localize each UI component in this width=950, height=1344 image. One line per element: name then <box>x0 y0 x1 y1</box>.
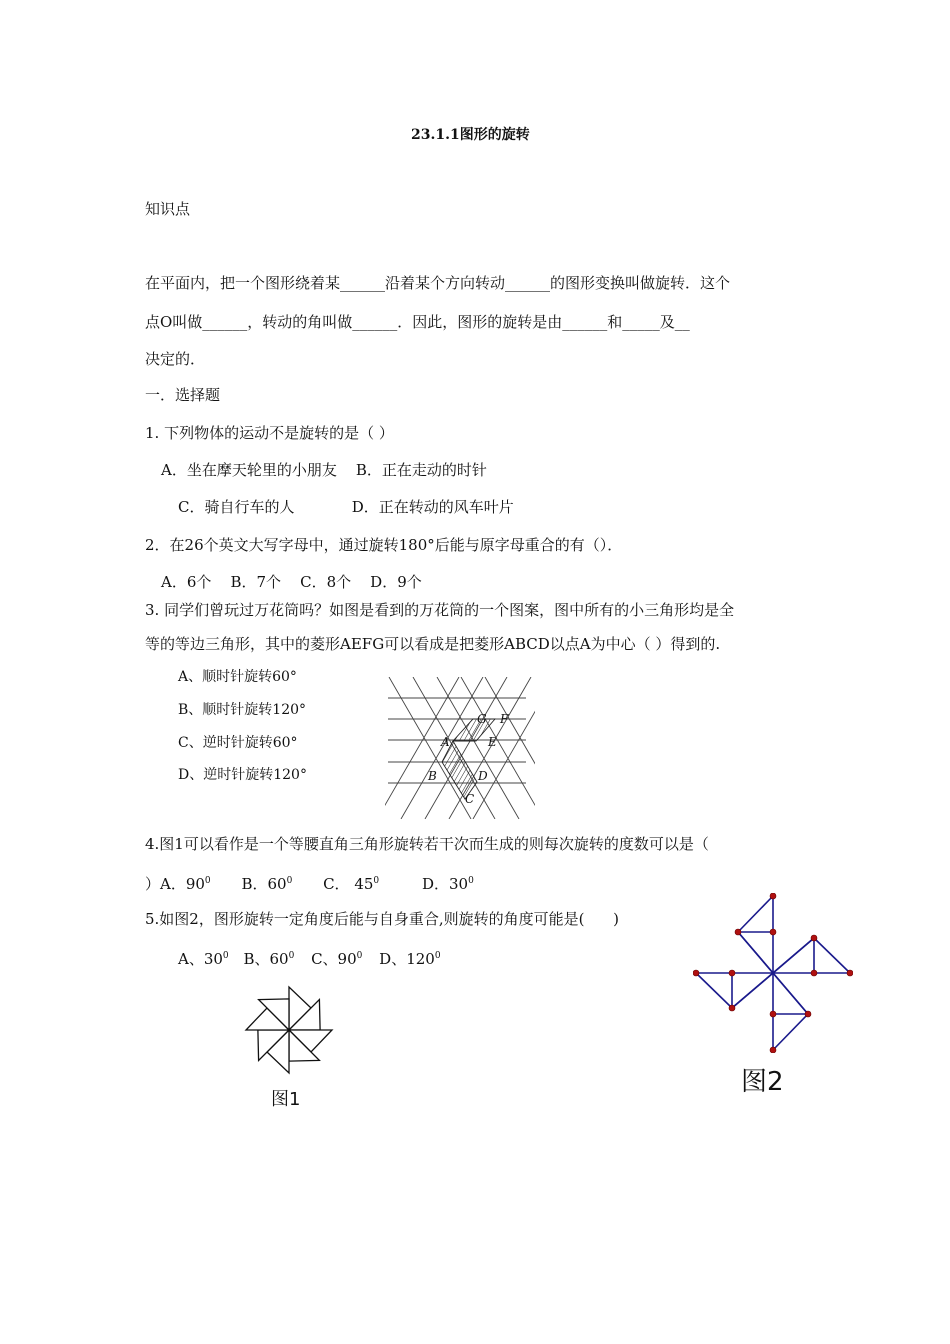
q3-option-a: A、顺时针旋转60° <box>178 669 297 685</box>
q2-stem: 2．在26个英文大写字母中，通过旋转180°后能与原字母重合的有（）． <box>145 536 623 554</box>
intro-line-1: 在平面内，把一个图形绕着某______沿着某个方向转动______的图形变换叫做旋转．这个 <box>145 274 731 292</box>
q5-option-d: D、120 <box>379 950 435 968</box>
label-b: B <box>428 769 437 783</box>
label-c: C <box>465 792 475 806</box>
label-a: A <box>441 735 450 749</box>
figure-2-pinwheel <box>693 893 853 1053</box>
label-e: E <box>488 735 497 749</box>
q3-option-d: D、逆时针旋转120° <box>178 767 307 783</box>
figure-2-caption: 图2 <box>741 1067 784 1097</box>
figure-1-pinwheel <box>239 980 339 1080</box>
section-heading: 知识点 <box>145 200 191 218</box>
q2-options: A．6个 B．7个 C．8个 D．9个 <box>161 573 422 591</box>
q4-option-b: B．60 <box>241 875 287 893</box>
q5-option-b: B、60 <box>243 950 289 968</box>
intro-line-2: 点O叫做______，转动的角叫做______．因此，图形的旋转是由______和_____及__ <box>145 313 690 331</box>
q3-option-b: B、顺时针旋转120° <box>178 702 307 718</box>
q1-options-row2: C．骑自行车的人 D．正在转动的风车叶片 <box>178 498 514 516</box>
q3-option-c: C、逆时针旋转60° <box>178 735 298 751</box>
q1-options-row1: A．坐在摩天轮里的小朋友 B．正在走动的时针 <box>161 461 487 479</box>
q5-stem: 5.如图2，图形旋转一定角度后能与自身重合,则旋转的角度可能是( ) <box>145 910 619 928</box>
intro-line-3: 决定的． <box>145 350 206 368</box>
part-heading: 一．选择题 <box>145 386 221 404</box>
label-g: G <box>477 712 487 726</box>
label-d: D <box>478 769 488 783</box>
q1-stem: 1. 下列物体的运动不是旋转的是（ ） <box>145 424 394 442</box>
figure-1-caption: 图1 <box>271 1089 301 1110</box>
q3-stem-1: 3. 同学们曾玩过万花筒吗？如图是看到的万花筒的一个图案，图中所有的小三角形均是全 <box>145 601 735 619</box>
q4-stem: 4.图1可以看作是一个等腰直角三角形旋转若干次而生成的则每次旋转的度数可以是（ <box>145 835 709 853</box>
q5-option-a: A、30 <box>178 950 223 968</box>
page-title: 23.1.1图形的旋转 <box>411 127 530 143</box>
q4-option-c: C． 45 <box>323 875 374 893</box>
q4-options: ）A．$90^0$ B．$60^0$ C． $45^0$ D．$30^0$ <box>145 875 474 893</box>
rhombus-abcd-hatch <box>442 741 477 799</box>
q5-options: A、$30^0$ B、$60^0$ C、$90^0$ D、$120^0$ <box>178 950 441 968</box>
q5-option-c: C、90 <box>311 950 357 968</box>
q4-option-d: D．30 <box>421 875 469 893</box>
q4-option-a: ）A．90 <box>145 875 205 893</box>
q3-stem-2: 等的等边三角形，其中的菱形AEFG可以看成是把菱形ABCD以点A为中心（ ）得到的. <box>145 635 721 653</box>
label-f: F <box>500 712 509 726</box>
kaleidoscope-figure <box>385 677 535 819</box>
